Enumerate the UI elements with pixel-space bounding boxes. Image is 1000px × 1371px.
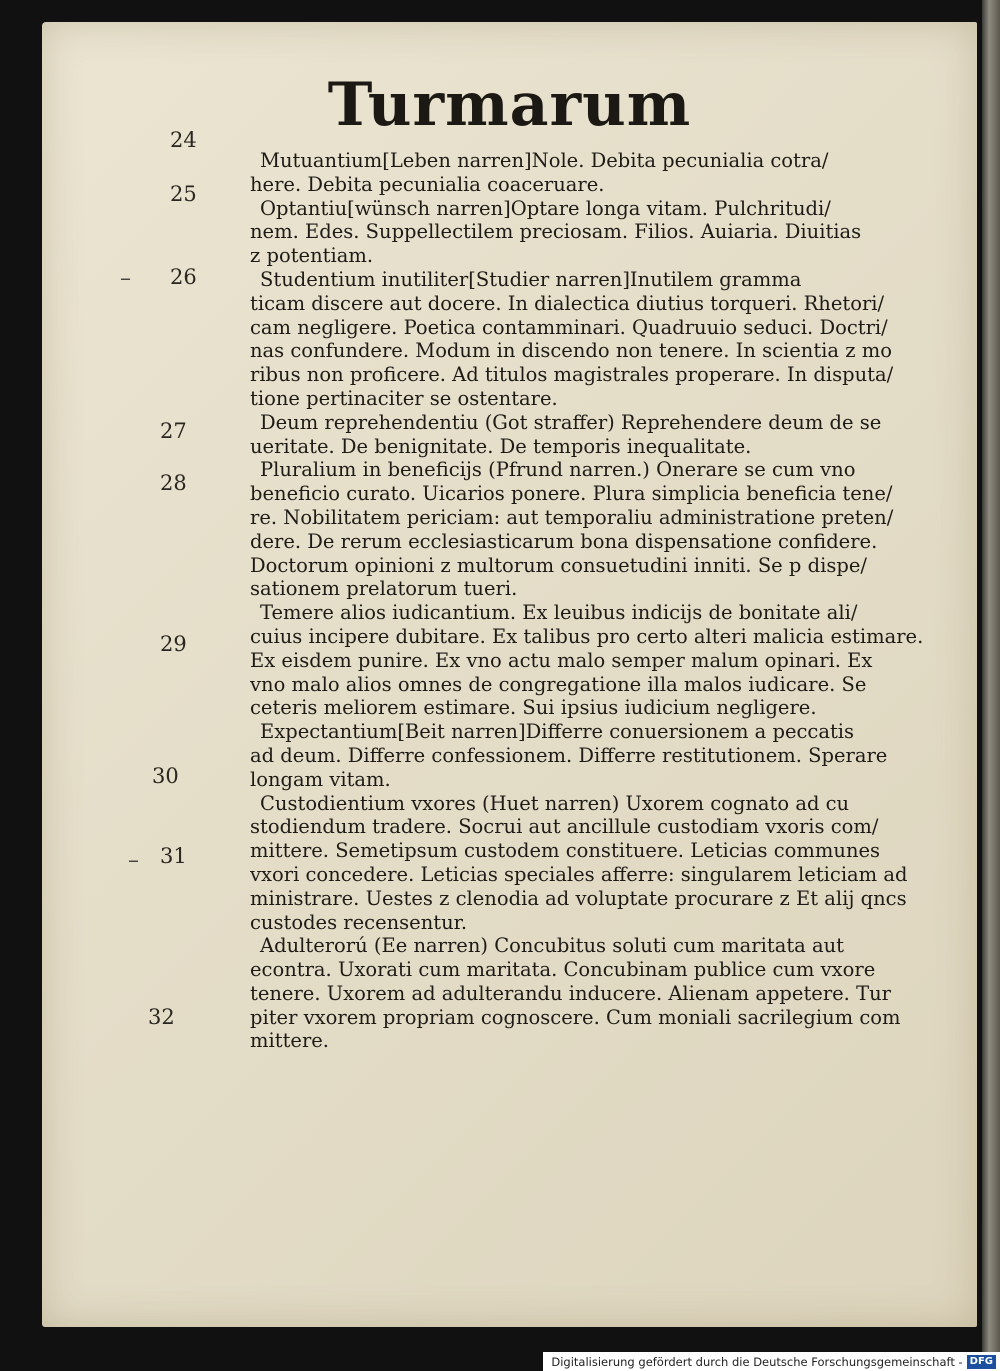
margin-number: 24 bbox=[170, 128, 197, 152]
text-line: ceteris meliorem estimare. Sui ipsius iudicium negligere. bbox=[250, 696, 817, 720]
margin-number: 29 bbox=[160, 632, 187, 656]
margin-number: 26 bbox=[170, 265, 197, 289]
margin-mark: – bbox=[120, 266, 131, 291]
text-line: Custodientium vxores (Huet narren) Uxorem cognato ad cu bbox=[260, 791, 850, 815]
text-line: mittere. bbox=[250, 1029, 329, 1053]
margin-mark: – bbox=[128, 848, 139, 873]
margin-number: 25 bbox=[170, 182, 197, 206]
margin-number: 32 bbox=[148, 1005, 175, 1029]
margin-number: 27 bbox=[160, 419, 187, 443]
text-line: Adulterorú (Ee narren) Concubitus soluti cum maritata aut bbox=[260, 934, 845, 958]
dfg-logo: DFG bbox=[967, 1355, 996, 1369]
text-line: ticam discere aut docere. In dialectica diutius torqueri. Rhetori/ bbox=[250, 291, 885, 315]
text-line: Mutuantium[Leben narren]Nole. Debita pecunialia cotra/ bbox=[260, 149, 829, 172]
text-line: re. Nobilitatem periciam: aut temporaliu administratione preten/ bbox=[250, 505, 894, 529]
book-page bbox=[42, 22, 977, 1327]
text-line: ribus non proficere. Ad titulos magistrales properare. In disputa/ bbox=[250, 363, 894, 387]
text-line: econtra. Uxorati cum maritata. Concubinam publice cum vxore bbox=[250, 958, 876, 982]
text-line: vxori concedere. Leticias speciales afferre: singularem leticiam ad bbox=[250, 862, 908, 886]
body-text bbox=[250, 149, 952, 1053]
adjacent-page-edge bbox=[982, 0, 1000, 1371]
text-line: Pluralium in beneficijs (Pfrund narren.) Onerare se cum vno bbox=[260, 458, 856, 482]
text-line: Doctorum opinioni z multorum consuetudini inniti. Se p dispe/ bbox=[250, 553, 867, 577]
text-line: stodiendum tradere. Socrui aut ancillule custodiam vxoris com/ bbox=[250, 815, 879, 839]
text-line: cuius incipere dubitare. Ex talibus pro certo alteri malicia estimare. bbox=[250, 624, 924, 648]
text-line: Optantiu[wünsch narren]Optare longa vitam. Pulchritudi/ bbox=[260, 196, 831, 220]
text-line: longam vitam. bbox=[250, 767, 391, 791]
text-line: ministrare. Uestes z clenodia ad voluptate procurare z Et alij qncs bbox=[250, 886, 907, 910]
text-line: ueritate. De benignitate. De temporis inequalitate. bbox=[250, 434, 752, 458]
text-line: here. Debita pecunialia coaceruare. bbox=[250, 172, 605, 196]
text-line: piter vxorem propriam cognoscere. Cum moniali sacrilegium com bbox=[250, 1005, 901, 1029]
text-line: z potentiam. bbox=[250, 244, 374, 268]
digitization-footer bbox=[543, 1352, 1000, 1371]
text-line: sationem prelatorum tueri. bbox=[250, 577, 518, 601]
text-line: Deum reprehendentiu (Got straffer) Reprehendere deum de se bbox=[260, 410, 882, 434]
margin-number: 28 bbox=[160, 471, 187, 495]
text-line: Ex eisdem punire. Ex vno actu malo semper malum opinari. Ex bbox=[250, 648, 873, 672]
text-line: tenere. Uxorem ad adulterandu inducere. Alienam appetere. Tur bbox=[250, 981, 891, 1005]
text-line: mittere. Semetipsum custodem constituere. Leticias communes bbox=[250, 839, 881, 863]
text-line: Expectantium[Beit narren]Differre conuersionem a peccatis bbox=[260, 720, 855, 744]
margin-number: 30 bbox=[152, 764, 179, 788]
margin-number: 31 bbox=[160, 844, 187, 868]
text-line: custodes recensentur. bbox=[250, 910, 468, 934]
footer-text: Digitalisierung gefördert durch die Deutsche Forschungsgemeinschaft - bbox=[551, 1354, 963, 1369]
text-line: tione pertinaciter se ostentare. bbox=[250, 386, 558, 410]
page-title: Turmarum bbox=[327, 70, 692, 140]
text-line: dere. De rerum ecclesiasticarum bona dispensatione confidere. bbox=[250, 529, 878, 553]
text-line: ad deum. Differre confessionem. Differre restitutionem. Sperare bbox=[250, 743, 888, 767]
text-line: Temere alios iudicantium. Ex leuibus indicijs de bonitate ali/ bbox=[260, 601, 858, 625]
text-line: nem. Edes. Suppellectilem preciosam. Filios. Auiaria. Diuitias bbox=[250, 220, 862, 244]
text-line: nas confundere. Modum in discendo non tenere. In scientia z mo bbox=[250, 339, 892, 363]
text-line: vno malo alios omnes de congregatione illa malos iudicare. Se bbox=[250, 672, 867, 696]
text-line: Studentium inutiliter[Studier narren]Inutilem gramma bbox=[260, 267, 802, 291]
text-line: beneficio curato. Uicarios ponere. Plura simplicia beneficia tene/ bbox=[250, 482, 893, 506]
text-line: cam negligere. Poetica contamminari. Quadruuio seduci. Doctri/ bbox=[250, 315, 888, 339]
